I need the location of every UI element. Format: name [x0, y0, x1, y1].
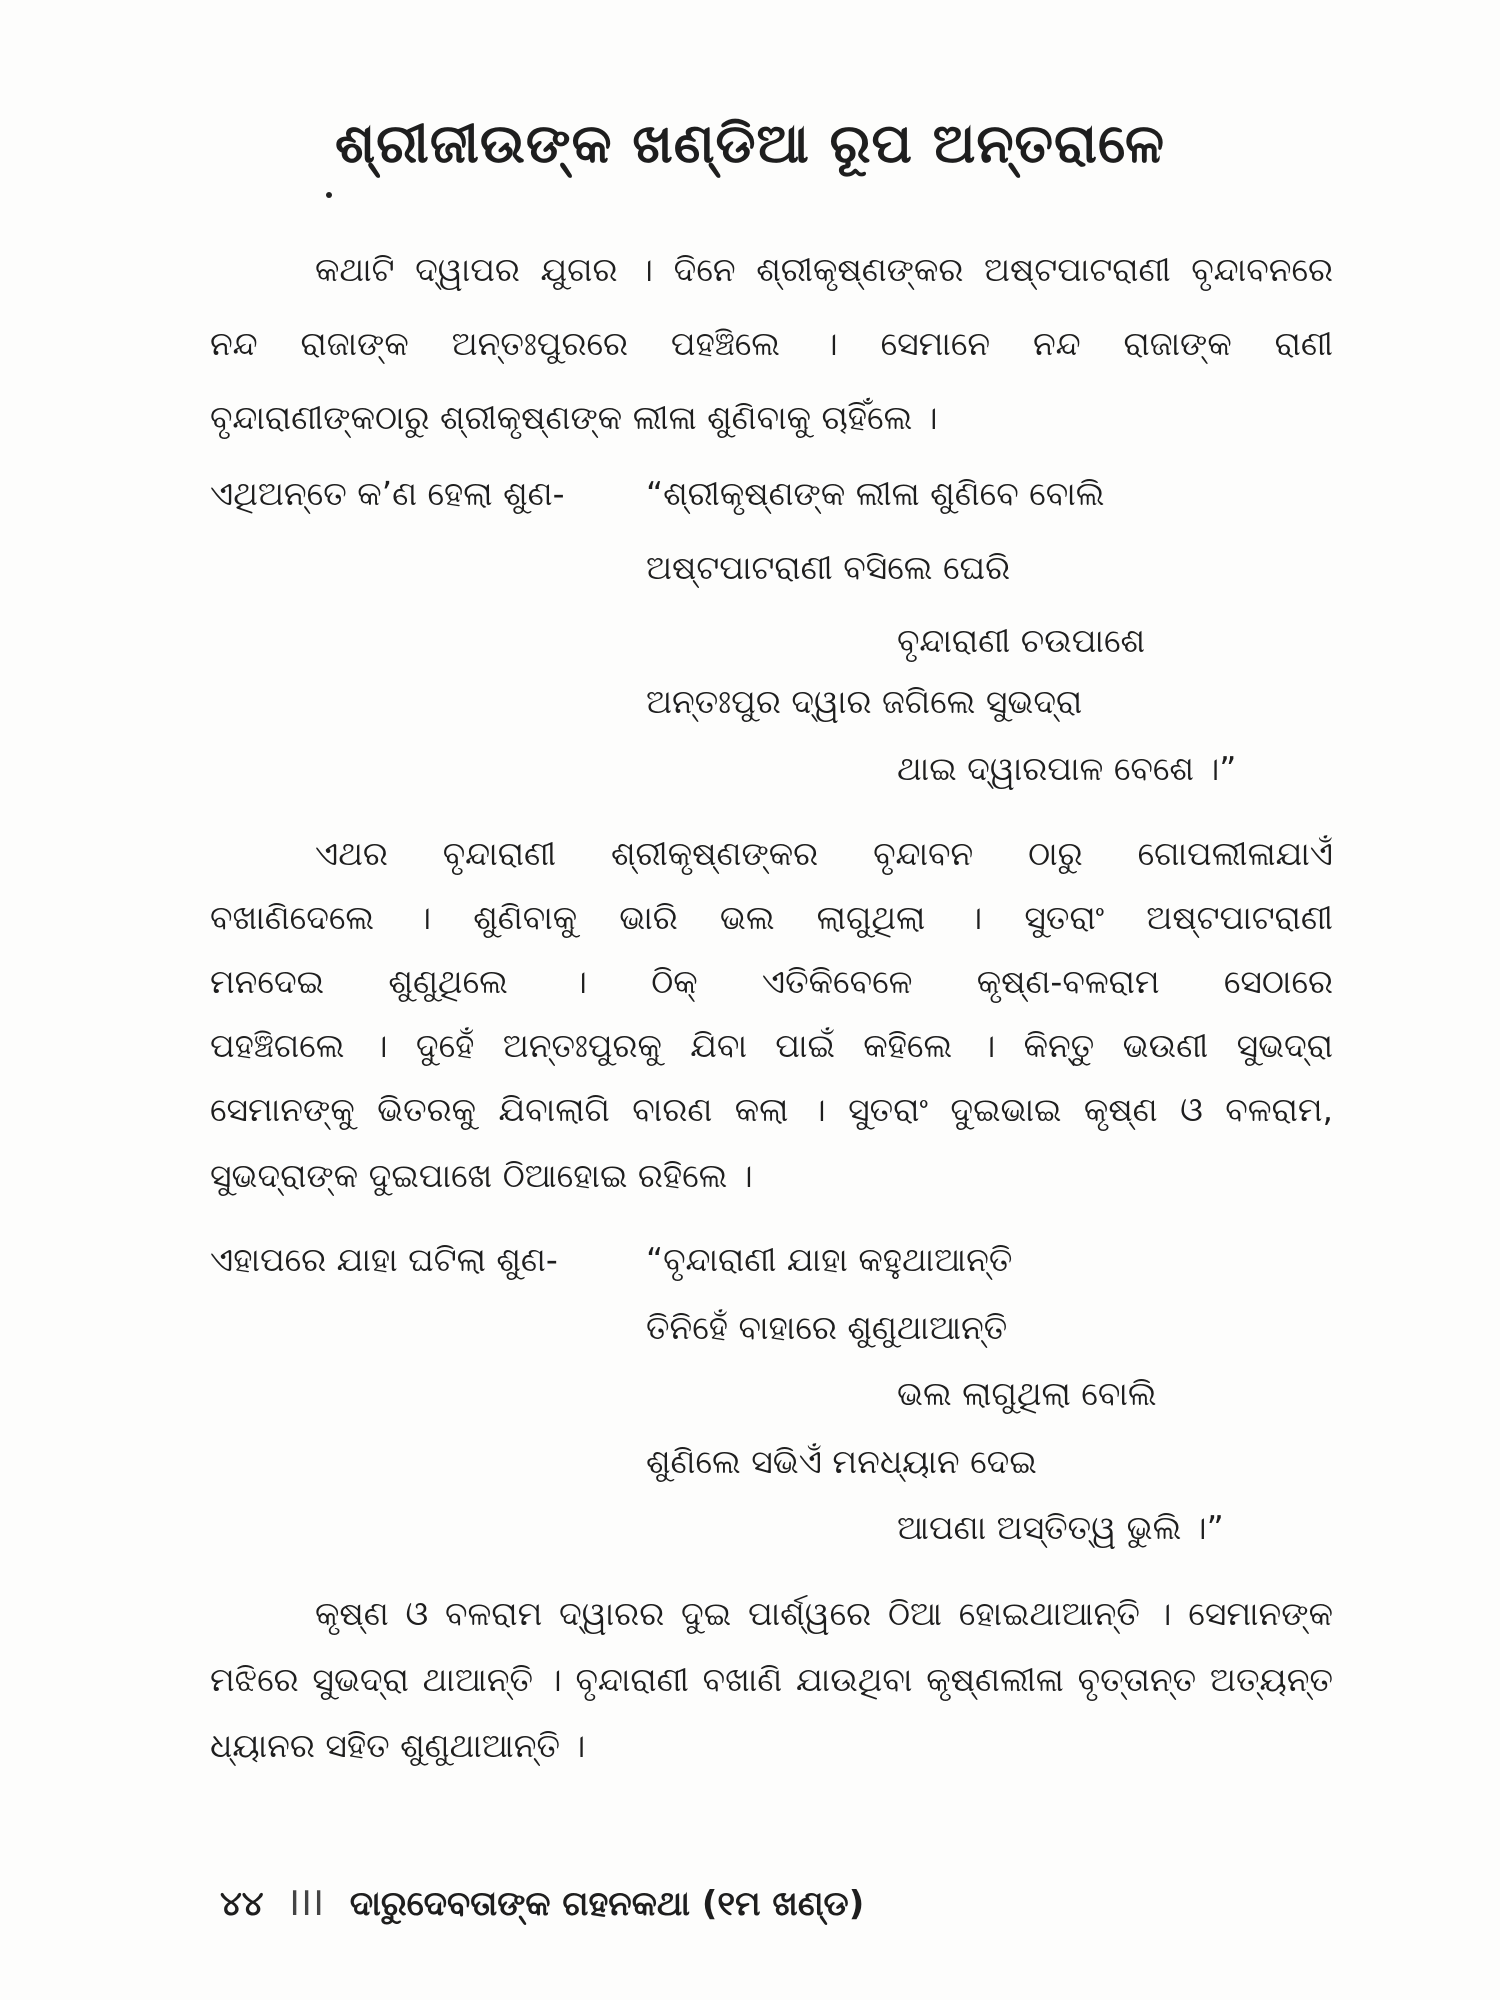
verse-line: ଆପଣା ଅସ୍ତିତ୍ୱ ଭୁଲି ।”	[897, 1508, 1224, 1547]
page-footer	[220, 1884, 864, 1924]
page-title: ଶ୍ରୀଜୀଉଙ୍କ ଖଣ୍ଡିଆ ରୂପ ଅନ୍ତରାଳେ	[334, 112, 1166, 175]
paragraph-line: ମନଦେଇ ଶୁଣୁଥିଲେ । ଠିକ୍ ଏତିକିବେଳେ କୃଷ୍ଣ-ବଳରାମ ସେଠାରେ	[210, 962, 1333, 1001]
verse-line: ଶୁଣିଲେ ସଭିଏଁ ମନଧ୍ୟାନ ଦେଇ	[646, 1442, 1037, 1481]
paragraph-line: କୃଷ୍ଣ ଓ ବଳରାମ ଦ୍ୱାରର ଦୁଇ ପାର୍ଶ୍ୱରେ ଠିଆ ହୋଇଥାଆନ୍ତି । ସେମାନଙ୍କ	[315, 1594, 1333, 1633]
verse-line: ଅଷ୍ଟପାଟରାଣୀ ବସିଲେ ଘେରି	[646, 548, 1011, 587]
paragraph-line: ବୃନ୍ଦାରାଣୀଙ୍କଠାରୁ ଶ୍ରୀକୃଷ୍ଣଙ୍କ ଲୀଳା ଶୁଣିବାକୁ ଚାହିଁଲେ ।	[210, 398, 938, 437]
paragraph-line: ନନ୍ଦ ରାଜାଙ୍କ ଅନ୍ତଃପୁରରେ ପହଞ୍ଚିଲେ । ସେମାନେ ନନ୍ଦ ରାଜାଙ୍କ ରାଣୀ	[210, 324, 1333, 363]
paragraph-line: ସେମାନଙ୍କୁ ଭିତରକୁ ଯିବାଲାଗି ବାରଣ କଲା । ସୁତରାଂ ଦୁଇଭାଇ କୃଷ୍ଣ ଓ ବଳରାମ,	[210, 1090, 1333, 1129]
paragraph-line: ଧ୍ୟାନର ସହିତ ଶୁଣୁଥାଆନ୍ତି ।	[210, 1726, 586, 1765]
paragraph-line: ସୁଭଦ୍ରାଙ୍କ ଦୁଇପାଖେ ଠିଆହୋଇ ରହିଲେ ।	[210, 1156, 753, 1195]
paragraph-line: ଏଥର ବୃନ୍ଦାରାଣୀ ଶ୍ରୀକୃଷ୍ଣଙ୍କର ବୃନ୍ଦାବନ ଠାରୁ ଗୋପଲୀଳାଯାଏଁ	[315, 834, 1333, 873]
paragraph-line: ପହଞ୍ଚିଗଲେ । ଦୁହେଁ ଅନ୍ତଃପୁରକୁ ଯିବା ପାଇଁ କହିଲେ । କିନ୍ତୁ ଭଉଣୀ ସୁଭଦ୍ରା	[210, 1026, 1333, 1065]
verse-line: ଥାଇ ଦ୍ୱାରପାଳ ବେଶେ ।”	[897, 749, 1237, 788]
paragraph-line: ମଝିରେ ସୁଭଦ୍ରା ଥାଆନ୍ତି । ବୃନ୍ଦାରାଣୀ ବଖାଣି ଯାଉଥିବା କୃଷ୍ଣଲୀଳା ବୃତ୍ତାନ୍ତ ଅତ୍ୟନ୍ତ	[210, 1660, 1333, 1699]
verse-intro: ଏଥିଅନ୍ତେ କ’ଣ ହେଲା ଶୁଣ-	[210, 474, 565, 513]
verse-line: “ବୃନ୍ଦାରାଣୀ ଯାହା କହୁଥାଆନ୍ତି	[646, 1240, 1013, 1279]
book-title: ଦାରୁଦେବତାଙ୍କ ଗହନକଥା (୧ମ ଖଣ୍ଡ)	[349, 1884, 865, 1924]
footer-separator: III	[289, 1884, 326, 1924]
page-number: ୪୪	[220, 1884, 264, 1924]
verse-line: ଭଲ ଲାଗୁଥିଲା ବୋଲି	[897, 1374, 1157, 1413]
print-speck	[326, 192, 332, 198]
verse-line: “ଶ୍ରୀକୃଷ୍ଣଙ୍କ ଲୀଳା ଶୁଣିବେ ବୋଲି	[646, 474, 1105, 513]
verse-line: ତିନିହେଁ ବାହାରେ ଶୁଣୁଥାଆନ୍ତି	[646, 1308, 1008, 1347]
verse-line: ଅନ୍ତଃପୁର ଦ୍ୱାର ଜଗିଲେ ସୁଭଦ୍ରା	[646, 682, 1083, 721]
paragraph-line: ବଖାଣିଦେଲେ । ଶୁଣିବାକୁ ଭାରି ଭଲ ଲାଗୁଥିଲା । ସୁତରାଂ ଅଷ୍ଟପାଟରାଣୀ	[210, 898, 1333, 937]
verse-intro: ଏହାପରେ ଯାହା ଘଟିଲା ଶୁଣ-	[210, 1240, 558, 1279]
paragraph-line: କଥାଟି ଦ୍ୱାପର ଯୁଗର । ଦିନେ ଶ୍ରୀକୃଷ୍ଣଙ୍କର ଅଷ୍ଟପାଟରାଣୀ ବୃନ୍ଦାବନରେ	[315, 250, 1333, 289]
verse-line: ବୃନ୍ଦାରାଣୀ ଚଉପାଶେ	[897, 621, 1146, 660]
